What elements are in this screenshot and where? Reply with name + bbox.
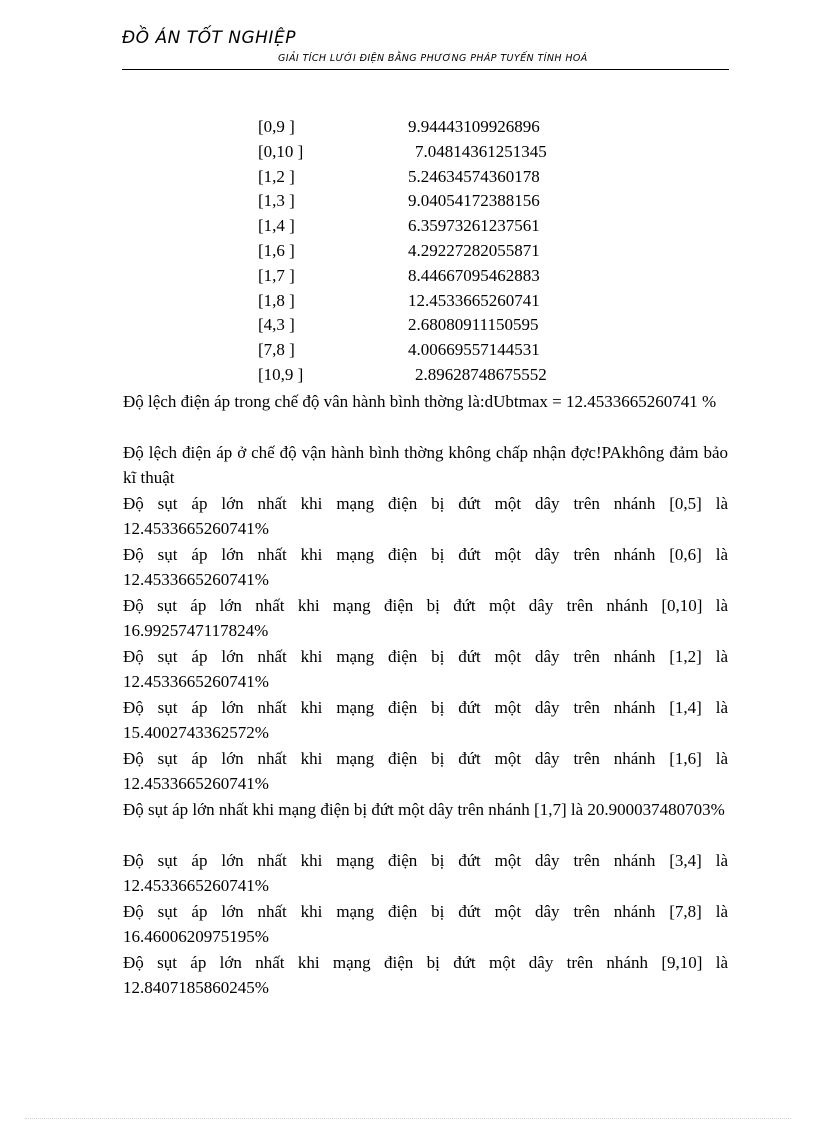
branch-value: 9.94443109926896: [408, 117, 540, 136]
branch-label: [1,3 ]: [258, 191, 295, 211]
branch-label: [1,4 ]: [258, 216, 295, 236]
branch-value: 4.29227282055871: [408, 240, 540, 260]
header-title: ĐỒ ÁN TỐT NGHIỆP: [122, 28, 296, 48]
voltage-drop-paragraph: Độ sụt áp lớn nhất khi mạng điện bị đứt một dây trên nhánh [0,5] là 12.4533665260741%: [123, 494, 728, 538]
voltage-drop-paragraph: Độ sụt áp lớn nhất khi mạng điện bị đứt một dây trên nhánh [1,6] là 12.4533665260741%: [123, 749, 728, 793]
voltage-drop-paragraph: Độ sụt áp lớn nhất khi mạng điện bị đứt một dây trên nhánh [9,10] là 12.8407185860245%: [123, 953, 728, 997]
branch-label: [0,9 ]: [258, 117, 295, 136]
branch-value: 6.35973261237561: [408, 216, 540, 236]
voltage-drop-paragraph: Độ sụt áp lớn nhất khi mạng điện bị đứt một dây trên nhánh [1,7] là 20.900037480703%: [123, 800, 725, 819]
branch-value: 7.04814361251345: [415, 141, 547, 161]
branch-value: 5.24634574360178: [408, 166, 540, 186]
voltage-drop-paragraph: Độ sụt áp lớn nhất khi mạng điện bị đứt một dây trên nhánh [1,4] là 15.4002743362572%: [123, 698, 728, 742]
header-subtitle: GIẢI TÍCH LƯỚI ĐIỆN BẰNG PHƯƠNG PHÁP TUYẾN TÍNH HOÁ: [278, 53, 588, 64]
branch-value: 9.04054172388156: [408, 191, 540, 211]
branch-label: [1,6 ]: [258, 240, 295, 260]
branch-value: 4.00669557144531: [408, 340, 540, 360]
branch-label: [10,9 ]: [258, 364, 304, 384]
voltage-drop-paragraph: Độ sụt áp lớn nhất khi mạng điện bị đứt một dây trên nhánh [7,8] là 16.4600620975195%: [123, 902, 728, 946]
branch-label: [1,2 ]: [258, 166, 295, 186]
verdict-paragraph: Độ lệch điện áp ở chế độ vận hành bình thờng không chấp nhận đợc!PAkhông đảm bảo kĩ thuật: [123, 443, 728, 487]
branch-value: 2.68080911150595: [408, 315, 539, 335]
footer-divider: [25, 1118, 791, 1119]
branch-value: 8.44667095462883: [408, 265, 540, 285]
header-divider: [122, 69, 729, 70]
branch-label: [7,8 ]: [258, 340, 295, 360]
branch-label: [4,3 ]: [258, 315, 295, 335]
branch-value: 12.4533665260741: [408, 290, 540, 310]
branch-label: [0,10 ]: [258, 141, 304, 161]
voltage-drop-paragraph: Độ sụt áp lớn nhất khi mạng điện bị đứt một dây trên nhánh [3,4] là 12.4533665260741%: [123, 851, 728, 895]
voltage-drop-paragraph: Độ sụt áp lớn nhất khi mạng điện bị đứt một dây trên nhánh [0,10] là 16.9925747117824%: [123, 596, 728, 640]
voltage-drop-paragraph: Độ sụt áp lớn nhất khi mạng điện bị đứt một dây trên nhánh [1,2] là 12.4533665260741%: [123, 647, 728, 691]
branch-value: 2.89628748675552: [415, 364, 547, 384]
branch-label: [1,8 ]: [258, 290, 295, 310]
voltage-deviation-paragraph: Độ lệch điện áp trong chế độ vân hành bình thờng là:dUbtmax = 12.4533665260741 %: [123, 392, 717, 411]
branch-label: [1,7 ]: [258, 265, 295, 285]
voltage-drop-paragraph: Độ sụt áp lớn nhất khi mạng điện bị đứt một dây trên nhánh [0,6] là 12.4533665260741%: [123, 545, 728, 589]
